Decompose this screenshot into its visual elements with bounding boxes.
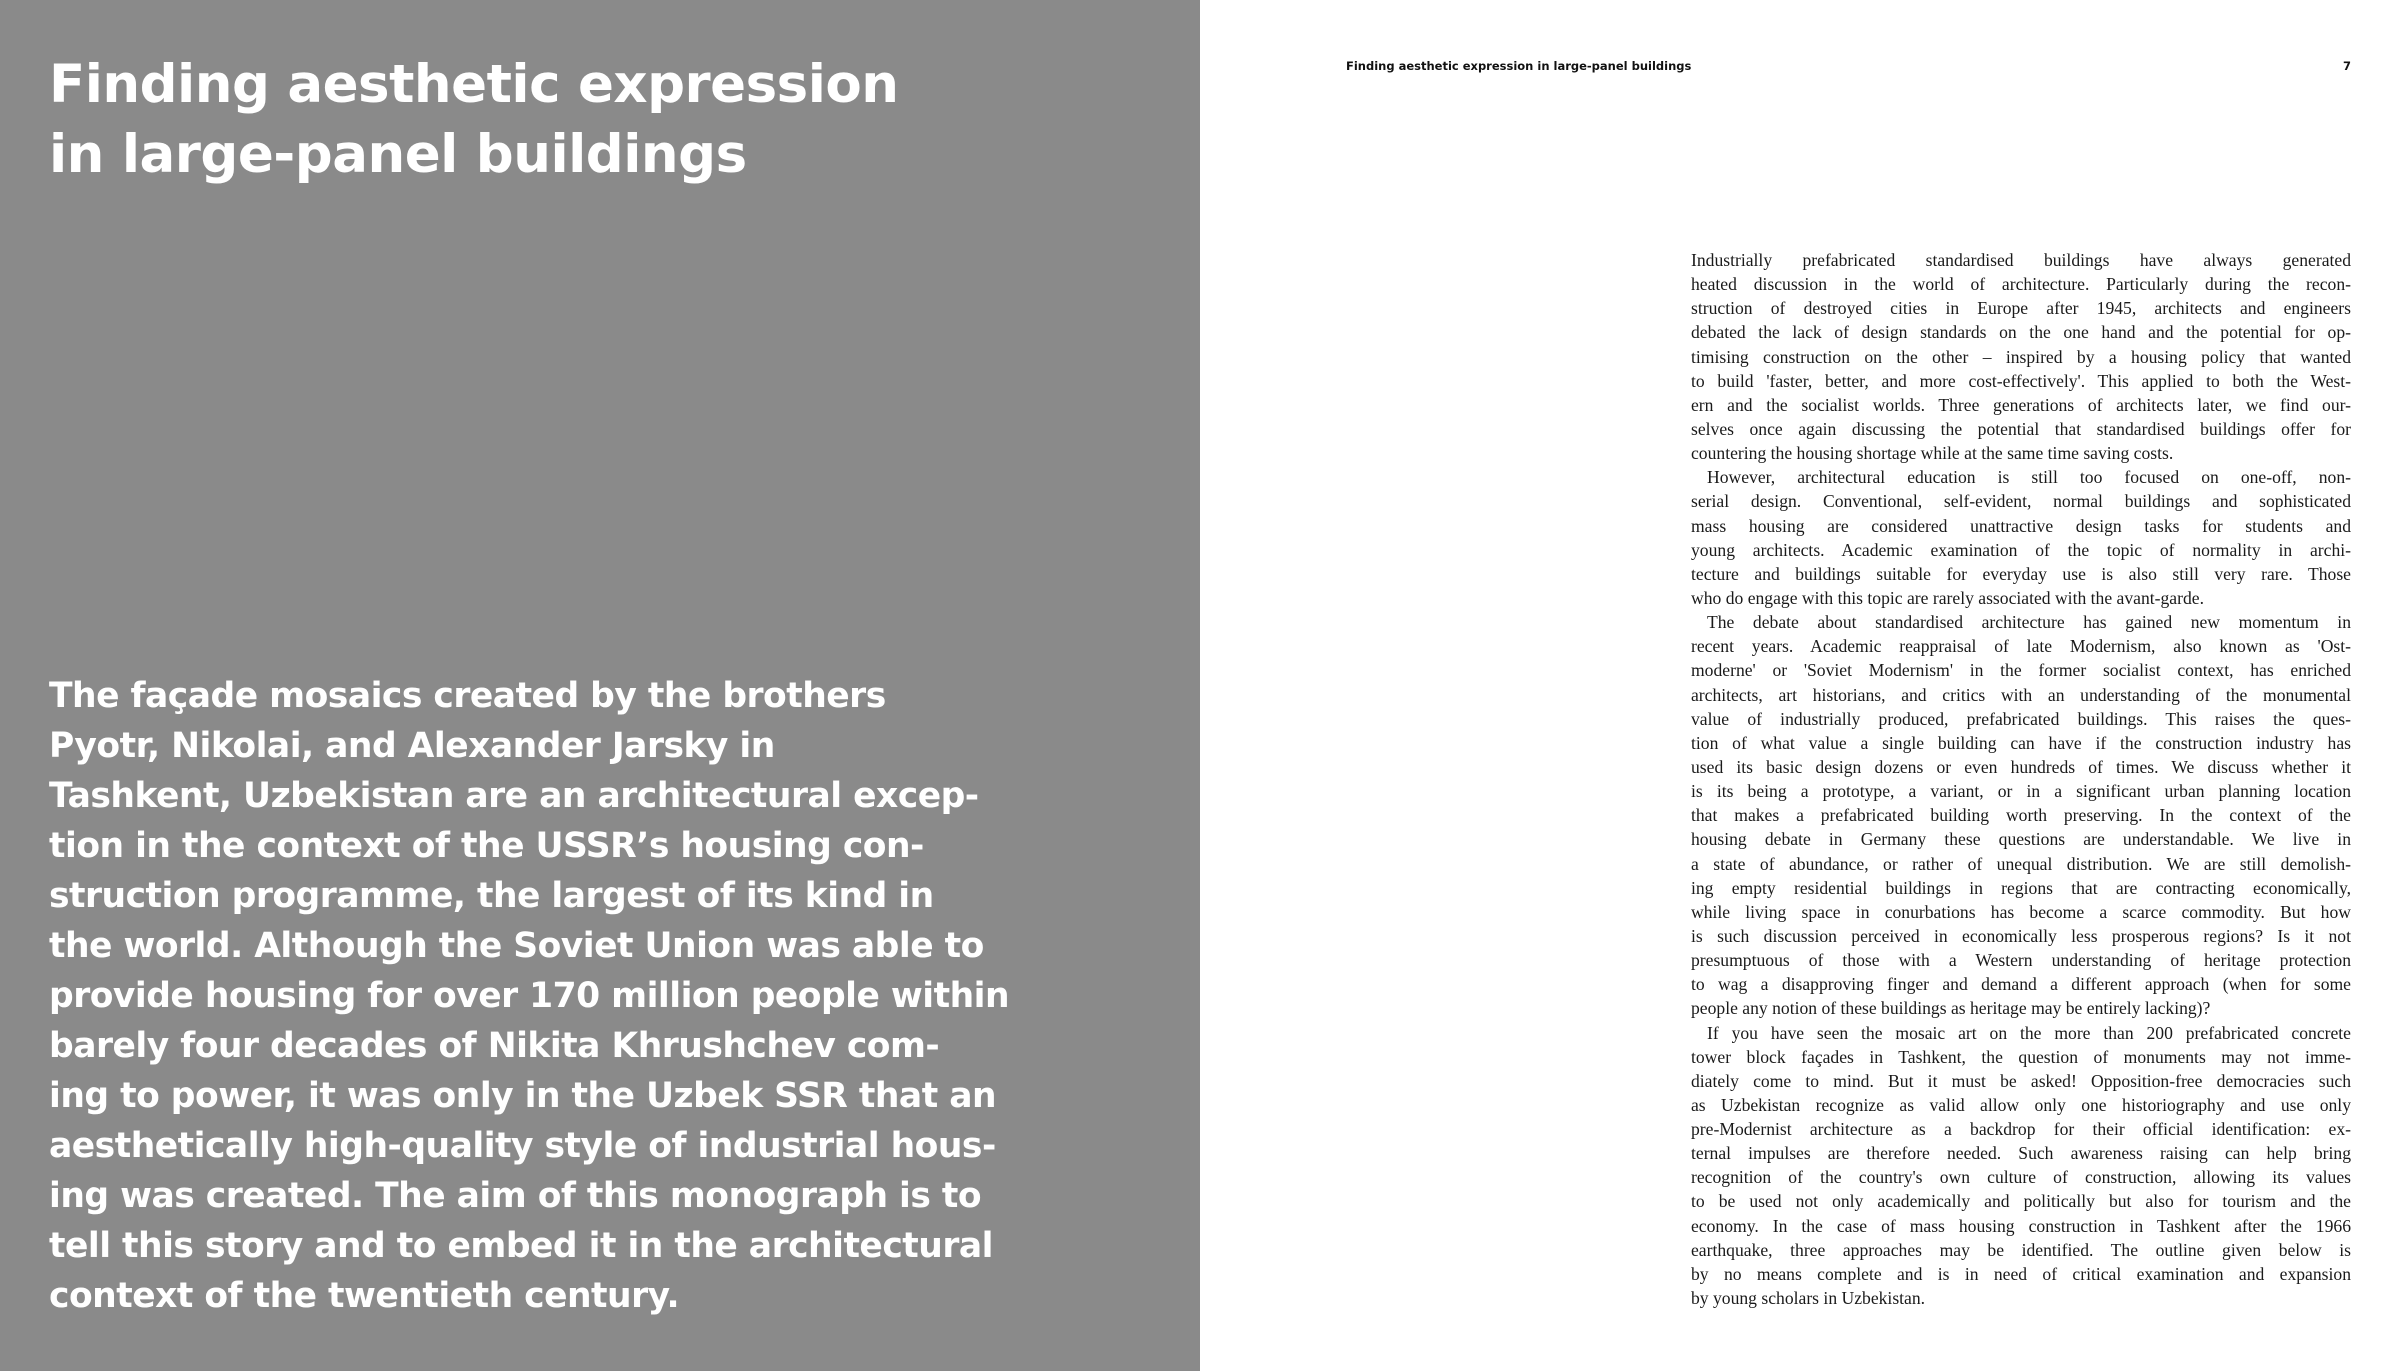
body-line: by no means complete and is in need of critical examination and expansion — [1691, 1263, 2351, 1284]
right-page — [1200, 0, 2399, 1371]
body-paragraph — [1691, 248, 2351, 465]
body-line: serial design. Conventional, self-evident, normal buildings and sophisticated — [1691, 491, 2351, 512]
body-paragraph — [1691, 1021, 2351, 1311]
body-text — [1691, 248, 2351, 1310]
body-line: young architects. Academic examination of the topic of normality in archi- — [1691, 539, 2351, 560]
body-line: ern and the socialist worlds. Three generations of architects later, we find our- — [1691, 394, 2351, 415]
body-line: recognition of the country's own culture of construction, allowing its values — [1691, 1167, 2351, 1188]
intro-line: Pyotr, Nikolai, and Alexander Jarsky in — [49, 726, 775, 766]
body-line: ing empty residential buildings in regions that are contracting economically, — [1691, 877, 2351, 898]
chapter-title — [49, 50, 1049, 190]
body-line: Industrially prefabricated standardised buildings have always generated — [1691, 250, 2351, 270]
body-line: tecture and buildings suitable for everyday use is also still very rare. Those — [1691, 563, 2351, 584]
body-line: timising construction on the other – inspired by a housing policy that wanted — [1691, 346, 2351, 367]
body-line: tion of what value a single building can have if the construction industry has — [1691, 732, 2351, 753]
body-line: that makes a prefabricated building worth preserving. In the context of the — [1691, 805, 2351, 826]
body-line: tower block façades in Tashkent, the question of monuments may not imme- — [1691, 1046, 2351, 1067]
body-line: countering the housing shortage while at the same time saving costs. — [1691, 443, 2174, 464]
intro-line: struction programme, the largest of its kind in — [49, 876, 934, 916]
intro-line: ing was created. The aim of this monograph is to — [49, 1176, 982, 1216]
body-line: housing debate in Germany these questions are understandable. We live in — [1691, 829, 2351, 850]
body-line: to wag a disapproving finger and demand a different approach (when for some — [1691, 974, 2351, 995]
intro-line: ing to power, it was only in the Uzbek SSR that an — [49, 1076, 997, 1116]
body-line: people any notion of these buildings as heritage may be entirely lacking)? — [1691, 998, 2211, 1019]
page-number: 7 — [2342, 59, 2351, 73]
body-line: recent years. Academic reappraisal of late Modernism, also known as 'Ost- — [1691, 636, 2351, 657]
body-line: value of industrially produced, prefabricated buildings. This raises the ques- — [1691, 708, 2351, 729]
intro-line: provide housing for over 170 million people within — [49, 976, 1010, 1016]
body-line: used its basic design dozens or even hundreds of times. We discuss whether it — [1691, 756, 2351, 777]
body-line: heated discussion in the world of architecture. Particularly during the recon- — [1691, 274, 2351, 295]
body-paragraph — [1691, 610, 2351, 1020]
body-line: If you have seen the mosaic art on the more than 200 prefabricated concrete — [1707, 1022, 2351, 1043]
intro-line: the world. Although the Soviet Union was able to — [49, 926, 984, 966]
intro-line: aesthetically high-quality style of industrial hous- — [49, 1126, 996, 1166]
body-line: by young scholars in Uzbekistan. — [1691, 1288, 1926, 1309]
body-line: However, architectural education is still too focused on one-off, non- — [1707, 467, 2351, 488]
intro-line: tell this story and to embed it in the architectural — [49, 1226, 993, 1266]
body-line: ternal impulses are therefore needed. Such awareness raising can help bring — [1691, 1143, 2351, 1164]
body-line: as Uzbekistan recognize as valid allow only one historiography and use only — [1691, 1094, 2351, 1115]
chapter-title-line: Finding aesthetic expression — [49, 54, 899, 115]
body-line: pre-Modernist architecture as a backdrop for their official identification: ex- — [1691, 1119, 2351, 1140]
body-line: a state of abundance, or rather of unequal distribution. We are still demolish- — [1691, 853, 2351, 874]
body-line: debated the lack of design standards on the one hand and the potential for op- — [1691, 322, 2351, 343]
body-line: diately come to mind. But it must be asked! Opposition-free democracies such — [1691, 1070, 2351, 1091]
intro-line: Tashkent, Uzbekistan are an architectural excep- — [49, 776, 979, 816]
body-line: selves once again discussing the potential that standardised buildings offer for — [1691, 418, 2351, 439]
body-line: presumptuous of those with a Western understanding of heritage protection — [1691, 950, 2351, 971]
body-line: economy. In the case of mass housing construction in Tashkent after the 1966 — [1691, 1215, 2351, 1236]
body-line: mass housing are considered unattractive design tasks for students and — [1691, 515, 2351, 536]
body-line: who do engage with this topic are rarely associated with the avant-garde. — [1691, 587, 2204, 608]
body-line: to be used not only academically and politically but also for tourism and the — [1691, 1191, 2351, 1212]
body-line: earthquake, three approaches may be identified. The outline given below is — [1691, 1239, 2351, 1260]
body-line: architects, art historians, and critics with an understanding of the monumental — [1691, 684, 2351, 705]
intro-line: barely four decades of Nikita Khrushchev com- — [49, 1026, 940, 1066]
body-paragraph — [1691, 465, 2351, 610]
body-line: moderne' or 'Soviet Modernism' in the former socialist context, has enriched — [1691, 660, 2351, 681]
chapter-title-line: in large-panel buildings — [49, 124, 747, 185]
body-line: is such discussion perceived in economically less prosperous regions? Is it not — [1691, 925, 2351, 946]
body-line: The debate about standardised architecture has gained new momentum in — [1707, 612, 2351, 633]
intro-line: context of the twentieth century. — [49, 1276, 680, 1316]
intro-line: The façade mosaics created by the brothers — [49, 676, 886, 716]
running-header: Finding aesthetic expression in large-panel buildings — [1346, 59, 1692, 73]
body-line: struction of destroyed cities in Europe after 1945, architects and engineers — [1691, 298, 2351, 319]
body-line: to build 'faster, better, and more cost-effectively'. This applied to both the West- — [1691, 370, 2351, 391]
intro-paragraph — [49, 671, 1149, 1321]
body-line: while living space in conurbations has become a scarce commodity. But how — [1691, 901, 2351, 922]
body-line: is its being a prototype, a variant, or in a significant urban planning location — [1691, 781, 2351, 802]
intro-line: tion in the context of the USSR’s housing con- — [49, 826, 924, 866]
